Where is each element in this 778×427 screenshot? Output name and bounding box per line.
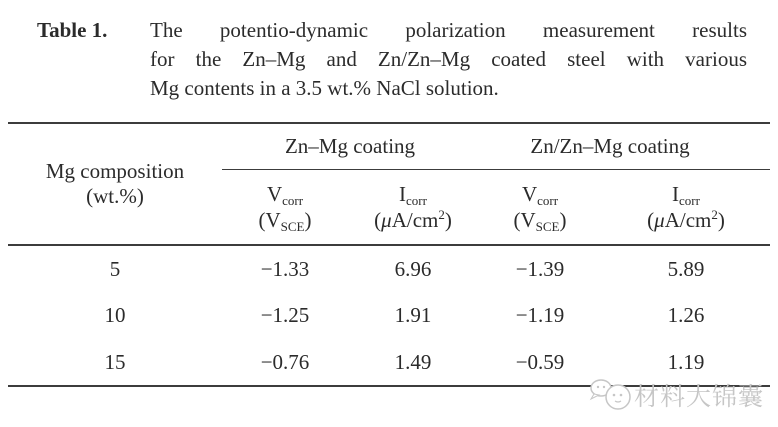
cell-znznmg-vcorr: −1.39 (515, 256, 565, 281)
row-header-line1: Mg composition (45, 159, 185, 183)
cell-znmg-vcorr: −0.76 (260, 349, 310, 374)
group-header-znmg-label: Zn–Mg coating (284, 133, 416, 158)
cell-znmg-vcorr: −1.25 (260, 303, 310, 327)
subheader-znmg-vcorr (222, 169, 348, 245)
group-header-znznmg-label: Zn/Zn–Mg coating (530, 133, 690, 158)
row-header-line2: (wt.%) (86, 184, 144, 208)
cell-mg: 10 (104, 303, 126, 327)
table-row-mg10 (8, 292, 770, 339)
icorr-unit-line: $(\mu A/cm^2)$ (647, 206, 725, 232)
group-header-znznmg (478, 123, 770, 169)
row-header-cell (8, 123, 222, 245)
caption-text (150, 16, 747, 103)
cell-znznmg-icorr: 1.19 (667, 349, 705, 374)
cell-znznmg-vcorr: −0.59 (515, 349, 565, 374)
caption-label: Table 1. (37, 18, 108, 42)
cell-znznmg-vcorr: −1.19 (515, 303, 565, 327)
icorr-symbol-line: $I_{corr}$ (672, 181, 700, 208)
chat-bubbles-logo-icon (588, 376, 634, 417)
cell-znznmg-icorr: 5.89 (667, 256, 705, 281)
vcorr-symbol-line: $V_{corr}$ (266, 181, 304, 208)
subheader-znznmg-vcorr (478, 169, 602, 245)
caption-line-2: for the Zn–Mg and Zn/Zn–Mg coated steel with various (150, 47, 747, 71)
icorr-unit-line: $(\mu A/cm^2)$ (374, 206, 452, 232)
watermark-text: 材料大锦囊 (634, 382, 765, 411)
cell-znznmg-icorr: 1.26 (667, 303, 705, 327)
vcorr-symbol-line: $V_{corr}$ (521, 181, 559, 208)
caption-line-1: The potentio-dynamic polarization measurement results (150, 18, 747, 42)
cell-znmg-icorr: 1.49 (394, 349, 432, 374)
icorr-symbol-line: $I_{corr}$ (399, 181, 427, 208)
results-table (8, 122, 770, 387)
vcorr-unit-line: $(V_{SCE})$ (258, 207, 312, 234)
group-header-znmg (222, 123, 478, 169)
caption-line-3: Mg contents in a 3.5 wt.% NaCl solution. (150, 76, 499, 100)
watermark (588, 376, 764, 417)
cell-znmg-vcorr: −1.33 (260, 256, 310, 281)
group-header-row (8, 123, 770, 169)
cell-znmg-icorr: 6.96 (394, 256, 432, 281)
cell-mg: 15 (104, 349, 126, 374)
cell-znmg-icorr: 1.91 (394, 303, 432, 327)
cell-mg: 5 (109, 256, 121, 281)
vcorr-unit-line: $(V_{SCE})$ (513, 207, 567, 234)
table-row-mg5 (8, 245, 770, 292)
subheader-znznmg-icorr (602, 169, 770, 245)
table-caption (37, 16, 747, 103)
subheader-znmg-icorr (348, 169, 478, 245)
